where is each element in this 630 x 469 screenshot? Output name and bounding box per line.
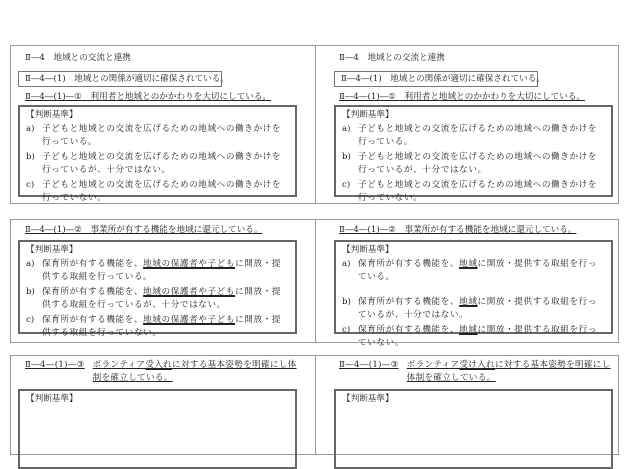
criteria-text: 子どもと地域との交流を広げるための地域への働きかけを行っていない。 [42,180,282,203]
criteria-text-post: に開放・提供する取組を行っていない。 [358,325,598,348]
criteria-item-text [42,258,289,283]
criteria-item-text [42,151,289,176]
criteria-text-underlined: 地域の保護者や子ども [143,287,236,297]
criteria-box [334,240,613,348]
criteria-item-label: a) [26,259,35,269]
criteria-box [334,105,613,203]
criteria-item [26,123,289,148]
section-2-right [315,220,620,348]
criteria-text-pre: 保育所が有する機能を、 [42,259,144,269]
item-heading [25,359,300,385]
section-1-left [11,46,315,203]
subsection-box: Ⅱ―4―(1) 地域との関係が適切に確保されている。 [334,71,538,87]
criteria-label: 【判断基準】 [342,394,394,404]
criteria-item [26,258,289,283]
criteria-item-label: b) [26,152,35,162]
criteria-text-pre: 保育所が有する機能を、 [42,287,144,297]
item-heading: Ⅱ―4―(1)―① 利用者と地域とのかかわりを大切にしている。 [25,92,272,102]
criteria-item [342,258,605,283]
section-2-left [11,220,315,342]
criteria-item-label: a) [26,124,35,134]
criteria-text-post: に開放・提供する取組を行っている。 [358,259,598,282]
criteria-item-text [358,324,605,349]
criteria-text-post: に開放・提供する取組を行っているが、十分ではない。 [42,287,282,310]
criteria-label: 【判断基準】 [342,245,394,255]
criteria-item [342,324,605,349]
section-title: Ⅱ―4 地域との交流と連携 [25,53,131,63]
criteria-item-text [358,179,605,204]
criteria-item [342,151,605,176]
criteria-text-underlined: 地域 [459,297,478,307]
criteria-box [18,105,297,203]
section-3-left [11,356,315,454]
criteria-item [342,123,605,148]
criteria-text-post: に開放・提供する取組を行っているが、十分ではない。 [358,297,598,320]
item-text-pre: ボランティア [92,360,146,370]
criteria-text: 子どもと地域との交流を広げるための地域への働きかけを行っているが、十分ではない。 [42,152,282,175]
criteria-text: 子どもと地域との交流を広げるための地域への働きかけを行っているが、十分ではない。 [358,152,598,175]
criteria-label: 【判断基準】 [26,110,78,120]
criteria-item-text [42,314,289,339]
criteria-text-post: に開放・提供する取組を行っている。 [42,259,282,282]
section-1-right [315,46,620,203]
criteria-text: 子どもと地域との交流を広げるための地域への働きかけを行っている。 [358,124,598,147]
subsection-box: Ⅱ―4―(1) 地域との関係が適切に確保されている。 [18,71,222,87]
criteria-text-underlined: 地域 [459,259,478,269]
criteria-item-label: c) [26,180,35,190]
criteria-text-pre: 保育所が有する機能を、 [358,297,460,307]
item-heading [339,359,614,385]
item-heading: Ⅱ―4―(1)―② 事業所が有する機能を地域に還元している。 [25,225,263,235]
criteria-text-pre: 保育所が有する機能を、 [42,315,144,325]
criteria-item-label: b) [342,152,351,162]
criteria-item-text [42,123,289,148]
item-heading: Ⅱ―4―(1)―② 事業所が有する機能を地域に還元している。 [339,225,577,235]
criteria-box [334,389,613,469]
criteria-item-text [358,123,605,148]
item-text-pre: ボランティア [406,360,460,370]
section-3-table [10,355,619,455]
criteria-text-post: に開放・提供する取組を行っていない。 [42,315,282,338]
criteria-label: 【判断基準】 [26,394,78,404]
criteria-item-label: b) [26,287,35,297]
criteria-item [26,286,289,311]
item-text-underlined: 受け入れ [459,360,495,370]
criteria-text: 子どもと地域との交流を広げるための地域への働きかけを行っていない。 [358,180,598,203]
criteria-text-pre: 保育所が有する機能を、 [358,325,460,335]
criteria-item [26,179,289,204]
criteria-item-text [42,179,289,204]
criteria-text: 子どもと地域との交流を広げるための地域への働きかけを行っている。 [42,124,282,147]
criteria-text-underlined: 地域の保護者や子ども [143,259,236,269]
section-3-right [315,356,620,454]
criteria-item-text [358,258,605,283]
criteria-item-text [358,296,605,321]
section-title: Ⅱ―4 地域との交流と連携 [339,53,445,63]
item-text-underlined: 受入れ [145,360,173,370]
section-1-table [10,45,619,204]
criteria-item-label: c) [26,315,35,325]
item-heading: Ⅱ―4―(1)―① 利用者と地域とのかかわりを大切にしている。 [339,92,586,102]
item-number: Ⅱ―4―(1)―③ [25,360,85,370]
criteria-item-text [358,151,605,176]
criteria-item-label: c) [342,180,351,190]
item-text-post: に対する基本姿勢を明確にし体制を確立している。 [92,360,297,383]
criteria-box [18,389,297,469]
criteria-item [26,151,289,176]
criteria-item [26,314,289,339]
item-number: Ⅱ―4―(1)―③ [339,360,399,370]
criteria-item [342,296,605,321]
section-2-table [10,219,619,348]
criteria-label: 【判断基準】 [26,245,78,255]
criteria-item-text [42,286,289,311]
criteria-text-pre: 保育所が有する機能を、 [358,259,460,269]
criteria-text-underlined: 地域の保護者や子ども [143,315,236,325]
criteria-text-underlined: 地域 [459,325,478,335]
item-text-post: に対する基本姿勢を明確にし体制を確立している。 [406,360,611,383]
criteria-label: 【判断基準】 [342,110,394,120]
criteria-item-label: a) [342,124,351,134]
criteria-item [342,179,605,204]
criteria-item-label: c) [342,325,351,335]
criteria-box [18,240,297,338]
criteria-item-label: a) [342,259,351,269]
criteria-item-label: b) [342,297,351,307]
